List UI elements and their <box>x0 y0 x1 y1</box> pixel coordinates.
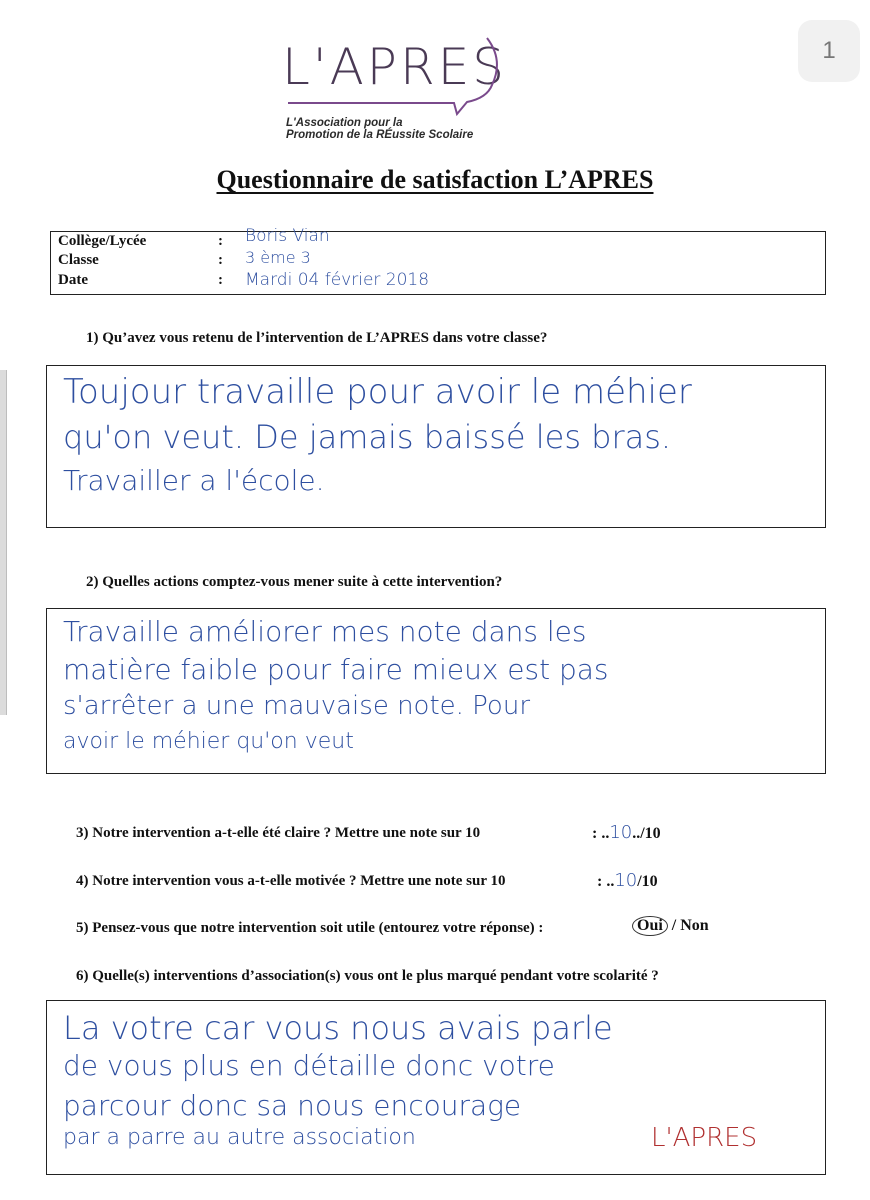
question-5: 5) Pensez-vous que notre intervention soit utile (entourez votre réponse) : <box>76 920 544 936</box>
answer-1-line: Travailler a l'école. <box>63 464 325 497</box>
answer-6-line: par a parre au autre association <box>63 1125 416 1150</box>
logo-subtitle: L'Association pour la Promotion de la RÉussite Scolaire <box>286 117 474 141</box>
answer-5: Oui / Non <box>632 916 709 936</box>
score-3: : ..10../10 <box>592 822 661 843</box>
answer-2-line: matière faible pour faire mieux est pas <box>63 653 609 686</box>
option-yes-circled: Oui <box>632 916 668 936</box>
date-label: Date <box>58 272 88 288</box>
answer-6-line: de vous plus en détaille donc votre <box>63 1049 555 1082</box>
question-1: 1) Qu’avez vous retenu de l’intervention de L’APRES dans votre classe? <box>86 330 548 346</box>
date-colon: : <box>218 272 223 288</box>
answer-6-tail: L'APRES <box>651 1123 758 1153</box>
answer-6-line: La votre car vous nous avais parle <box>63 1009 613 1047</box>
page-number-badge: 1 <box>798 20 860 82</box>
page-edge <box>0 370 7 715</box>
question-6: 6) Quelle(s) interventions d’association(s) vous ont le plus marqué pendant votre scolarité ? <box>76 968 659 984</box>
page-title: Questionnaire de satisfaction L’APRES <box>216 165 654 194</box>
question-3: 3) Notre intervention a-t-elle été claire ? Mettre une note sur 10 <box>76 825 481 841</box>
question-4: 4) Notre intervention vous a-t-elle motivée ? Mettre une note sur 10 <box>76 873 506 889</box>
answer-6-line: parcour donc sa nous encourage <box>63 1089 522 1122</box>
logo-wordmark: L'APRES <box>282 38 508 96</box>
answer-2-line: Travaille améliorer mes note dans les <box>63 615 587 648</box>
school-label: Collège/Lycée <box>58 233 147 249</box>
answer-2-line: s'arrêter a une mauvaise note. Pour <box>63 691 531 721</box>
info-box <box>50 231 826 295</box>
logo-speech-bubble-icon <box>282 30 502 120</box>
answer-2-line: avoir le méhier qu'on veut <box>63 729 354 754</box>
answer-box-1 <box>46 365 826 528</box>
class-label: Classe <box>58 252 99 268</box>
answer-1-line: Toujour travaille pour avoir le méhier <box>63 372 692 412</box>
option-no: Non <box>680 917 709 934</box>
class-colon: : <box>218 252 223 268</box>
score-4: : ..10/10 <box>597 870 658 891</box>
school-value: Boris Vian <box>245 226 330 246</box>
question-2: 2) Quelles actions comptez-vous mener suite à cette intervention? <box>86 574 503 590</box>
answer-1-line: qu'on veut. De jamais baissé les bras. <box>63 418 672 456</box>
answer-box-6 <box>46 1000 826 1175</box>
answer-box-2 <box>46 608 826 774</box>
class-value: 3 ème 3 <box>245 248 311 267</box>
date-value: Mardi 04 février 2018 <box>245 270 430 290</box>
school-colon: : <box>218 233 223 249</box>
